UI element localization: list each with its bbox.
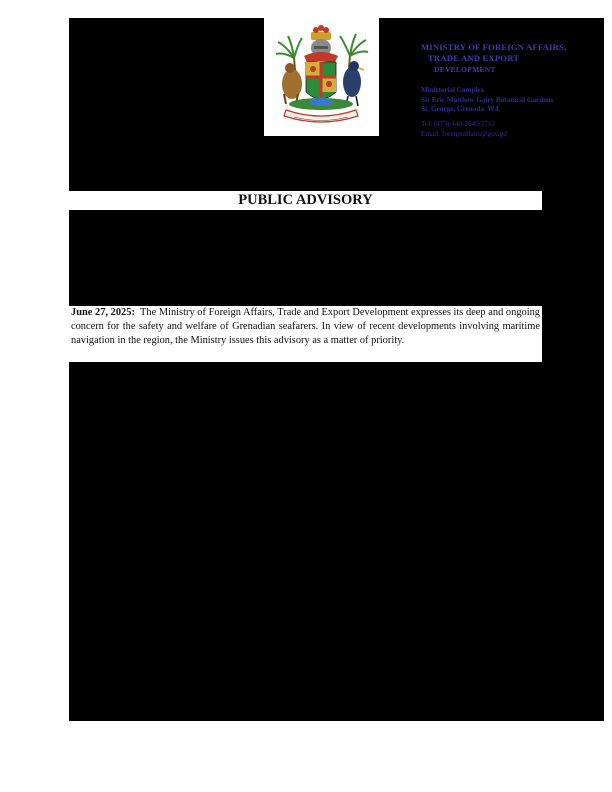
address-line1: Ministerial Complex <box>421 86 485 94</box>
advisory-paragraph <box>69 306 542 348</box>
advisory-text: The Ministry of Foreign Affairs, Trade and Export Development expresses its deep and ongoing concern for the safety and welfare of Grenadian seafarers. In view of recent developments involving maritime navigation in the region, the Ministry issues this advisory as a matter of priority. <box>71 307 540 346</box>
contact-email: Email: foreignaffairs@gov.gd <box>421 129 507 138</box>
coat-of-arms <box>264 18 379 136</box>
advisory-title: PUBLIC ADVISORY <box>238 192 373 208</box>
ministry-address <box>421 86 601 115</box>
address-line2: Sir Eric Matthew Gairy Botanical Gardens <box>421 95 554 104</box>
contact-phone: Tel: (473) 440-2640/2712 <box>421 119 496 128</box>
advisory-date: June 27, 2025: <box>71 307 135 318</box>
ministry-name-line1: MINISTRY OF FOREIGN AFFAIRS, <box>421 42 567 52</box>
address-line3: St. George, Grenada. W.I. <box>421 105 501 114</box>
advisory-heading-bar <box>69 191 542 210</box>
grenada-coat-of-arms-icon <box>264 18 379 136</box>
advisory-body <box>69 306 542 362</box>
ministry-contact <box>421 119 601 139</box>
ministry-name-line3: DEVELOPMENT <box>434 65 496 74</box>
ministry-letterhead <box>421 42 601 139</box>
ministry-name-line2: TRADE AND EXPORT <box>428 53 520 63</box>
ministry-name <box>421 42 601 75</box>
